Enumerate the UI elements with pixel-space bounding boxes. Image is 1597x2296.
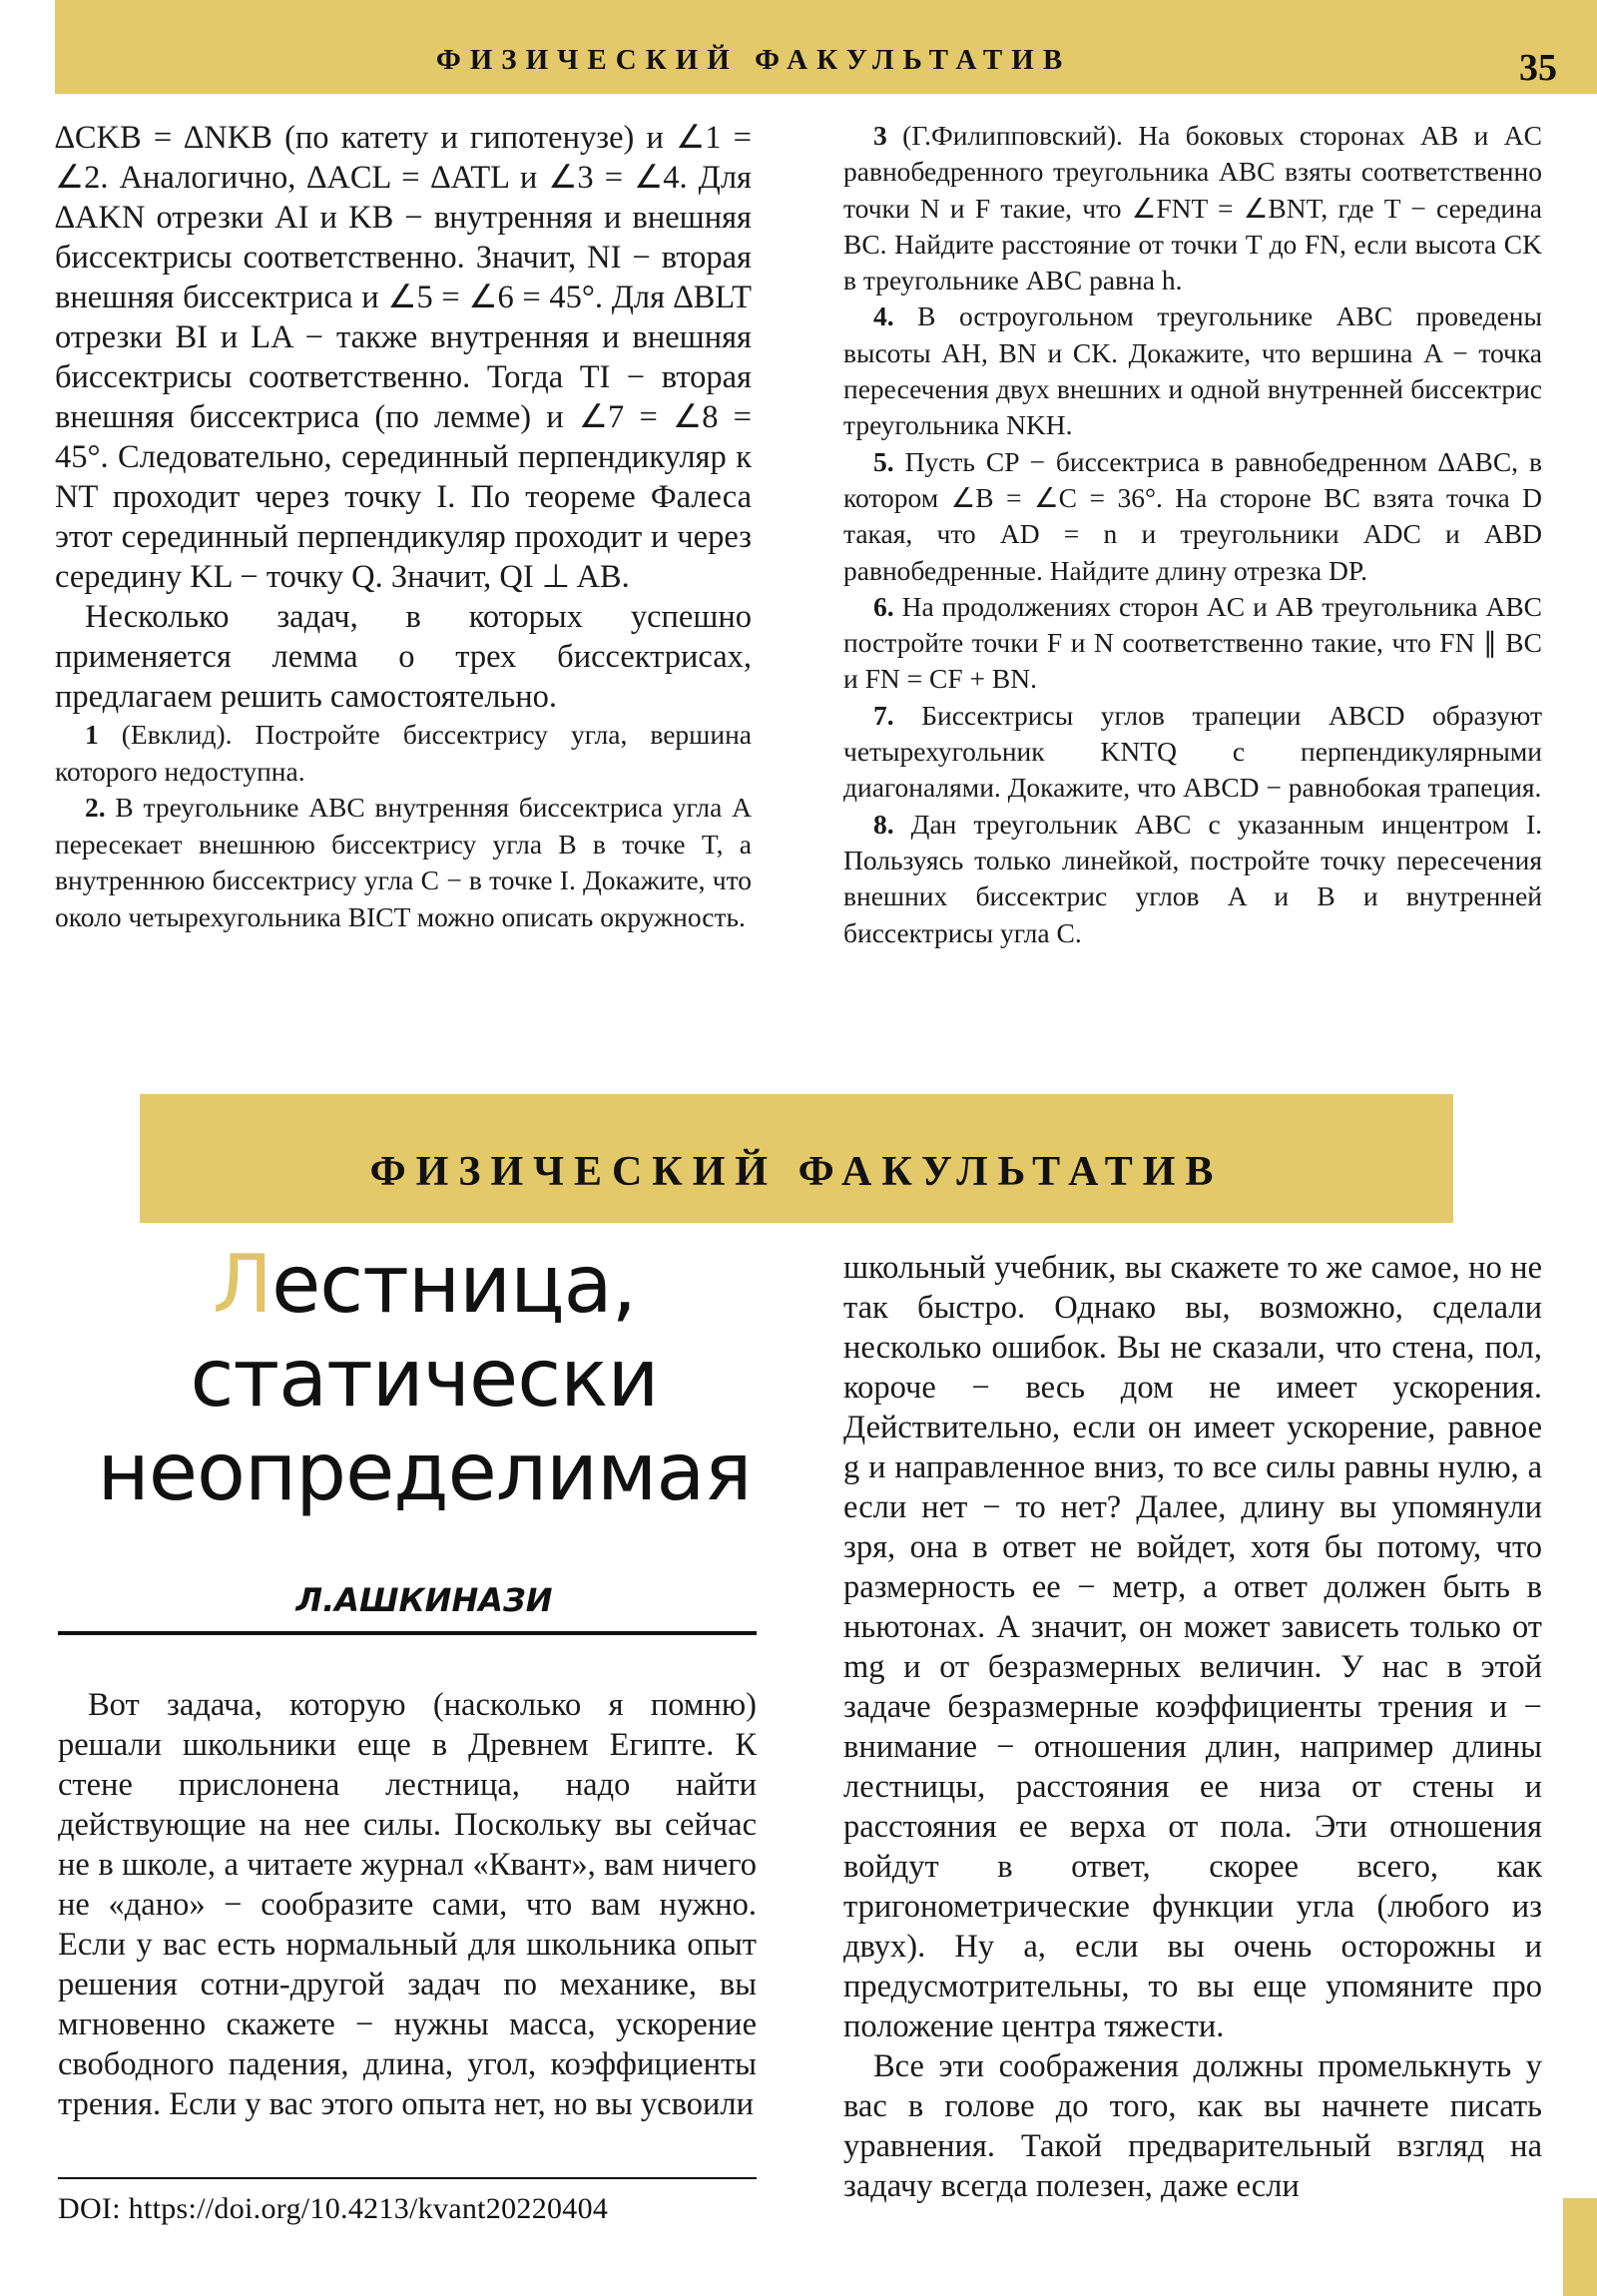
problem-5 — [843, 444, 1542, 589]
problem-5-number: 5. — [873, 445, 894, 477]
doi-divider — [58, 2177, 757, 2179]
article-author: Л.АШКИНАЗИ — [295, 1581, 553, 1619]
author-divider — [58, 1631, 757, 1635]
problem-4-number: 4. — [873, 300, 894, 332]
problem-7-number: 7. — [873, 699, 894, 731]
problem-3-text: (Г.Филипповский). На боковых сторонах AB и AC равнобедренного треугольника ABC взяты соответственно точки N и F такие, что ∠FNT = ∠BNT, где T − середина BC. Найдите расстояние от точки T до FN, если высота CK в треугольнике ABC равна h. — [843, 120, 1542, 296]
article-title-initial: Л — [212, 1238, 272, 1331]
article-title-line-1 — [55, 1238, 794, 1332]
article-title-line-3: неопределимая — [97, 1426, 752, 1518]
problem-1 — [55, 717, 752, 790]
problem-3 — [843, 118, 1542, 298]
problem-6-number: 6. — [873, 590, 894, 622]
problem-8-number: 8. — [873, 808, 894, 840]
problem-2-text: В треугольнике ABC внутренняя биссектриса угла A пересекает внешнюю биссектрису угла B в точке T, а внутреннюю биссектрису угла C − в точке I. Докажите, что около четырехугольника BICT можно описать окружность. — [55, 792, 752, 932]
article-title — [55, 1238, 794, 1519]
article-title-line-2: статически — [190, 1332, 659, 1425]
problem-3-number: 3 — [873, 120, 887, 151]
problem-8 — [843, 807, 1542, 951]
problem-2 — [55, 790, 752, 935]
section-title: ФИЗИЧЕСКИЙ ФАКУЛЬТАТИВ — [369, 1149, 1224, 1195]
article-body-paragraph: Все эти соображения должны промелькнуть у вас в голове до того, как вы начнете писать уравнения. Такой предварительный взгляд на задачу всегда полезен, даже если — [843, 2048, 1542, 2204]
problem-2-number: 2. — [85, 792, 106, 823]
problem-6 — [843, 589, 1542, 698]
problem-4 — [843, 298, 1542, 443]
corner-accent — [1563, 2198, 1597, 2296]
running-header-title: ФИЗИЧЕСКИЙ ФАКУЛЬТАТИВ — [435, 44, 1072, 76]
problem-8-text: Дан треугольник ABC с указанным инцентром I. Пользуясь только линейкой, постройте точку пересечения внешних биссектрис углов A и B и внутренней биссектрисы угла C. — [843, 808, 1542, 948]
page-number: 35 — [1519, 47, 1557, 89]
problem-4-text: В остроугольном треугольнике ABC проведены высоты AH, BN и CK. Докажите, что вершина A − точка пересечения двух внешних и одной внутренней биссектрис треугольника NKH. — [843, 300, 1542, 441]
problem-1-text: (Евклид). Постройте биссектрису угла, вершина которого недоступна. — [55, 719, 752, 787]
intro-paragraph: Несколько задач, в которых успешно применяется лемма о трех биссектрисах, предлагаем решить самостоятельно. — [55, 599, 752, 715]
problem-6-text: На продолжениях сторон AC и AB треугольника ABC постройте точки F и N соответственно такие, что FN ∥ BC и FN = CF + BN. — [843, 590, 1542, 695]
problem-1-number: 1 — [85, 719, 99, 750]
article-body-paragraph: школьный учебник, вы скажете то же самое, но не так быстро. Однако вы, возможно, сделали несколько ошибок. Вы не сказали, что стена, пол, короче − весь дом не имеет ускорения. Действительно, если он имеет ускорение, равное g и направленное вниз, то все силы равны нулю, а если нет − то нет? Далее, длину вы упомянули зря, она в ответ не войдет, хотя бы потому, что размерность ее − метр, а ответ должен быть в ньютонах. А значит, он может зависеть только от mg и от безразмерных величин. У нас в этой задаче безразмерные коэффициенты трения и − внимание − отношения длин, например длины лестницы, расстояния ее низа от стены и расстояния ее верха от пола. Эти отношения войдут в ответ, скорее всего, как тригонометрические функции угла (любого из двух). Ну а, если вы очень осторожны и предусмотрительны, то вы еще упомяните про положение центра тяжести. — [843, 1250, 1542, 2044]
article-title-line-1-rest: естница, — [271, 1238, 637, 1331]
problem-7 — [843, 698, 1542, 807]
article-left-column — [58, 1685, 757, 2124]
problem-5-text: Пусть CP − биссектриса в равнобедренном ∆ABC, в котором ∠B = ∠C = 36°. На стороне BC взята точка D такая, что AD = n и треугольники ADC и ABD равнобедренные. Найдите длину отрезка DP. — [843, 445, 1542, 586]
top-left-column — [55, 118, 752, 935]
top-right-column — [843, 118, 1542, 951]
doi-link[interactable]: DOI: https://doi.org/10.4213/kvant20220404 — [58, 2192, 609, 2225]
article-body-paragraph: Вот задача, которую (насколько я помню) решали школьники еще в Древнем Египте. К стене прислонена лестница, надо найти действующие на нее силы. Поскольку вы сейчас не в школе, а читаете журнал «Квант», вам ничего не «дано» − сообразите сами, что вам нужно. Если у вас есть нормальный для школьника опыт решения сотни-другой задач по механике, вы мгновенно скажете − нужны масса, ускорение свободного падения, длина, угол, коэффициенты трения. Если у вас этого опыта нет, но вы усвоили — [58, 1687, 757, 2122]
problem-7-text: Биссектрисы углов трапеции ABCD образуют четырехугольник KNTQ с перпендикулярными диагоналями. Докажите, что ABCD − равнобокая трапеция. — [843, 699, 1542, 804]
solution-paragraph: ∆CKB = ∆NKB (по катету и гипотенузе) и ∠1 = ∠2. Аналогично, ∆ACL = ∆ATL и ∠3 = ∠4. Для ∆AKN отрезки AI и KB − внутренняя и внешняя биссектрисы соответственно. Значит, NI − вторая внешняя биссектриса и ∠5 = ∠6 = 45°. Для ∆BLT отрезки BI и LA − также внутренняя и внешняя биссектрисы соответственно. Тогда TI − вторая внешняя биссектриса (по лемме) и ∠7 = ∠8 = 45°. Следовательно, серединный перпендикуляр к NT проходит через точку I. По теореме Фалеса этот серединный перпендикуляр проходит и через середину KL − точку Q. Значит, QI ⊥ AB. — [55, 120, 752, 595]
article-right-column — [843, 1248, 1542, 2206]
